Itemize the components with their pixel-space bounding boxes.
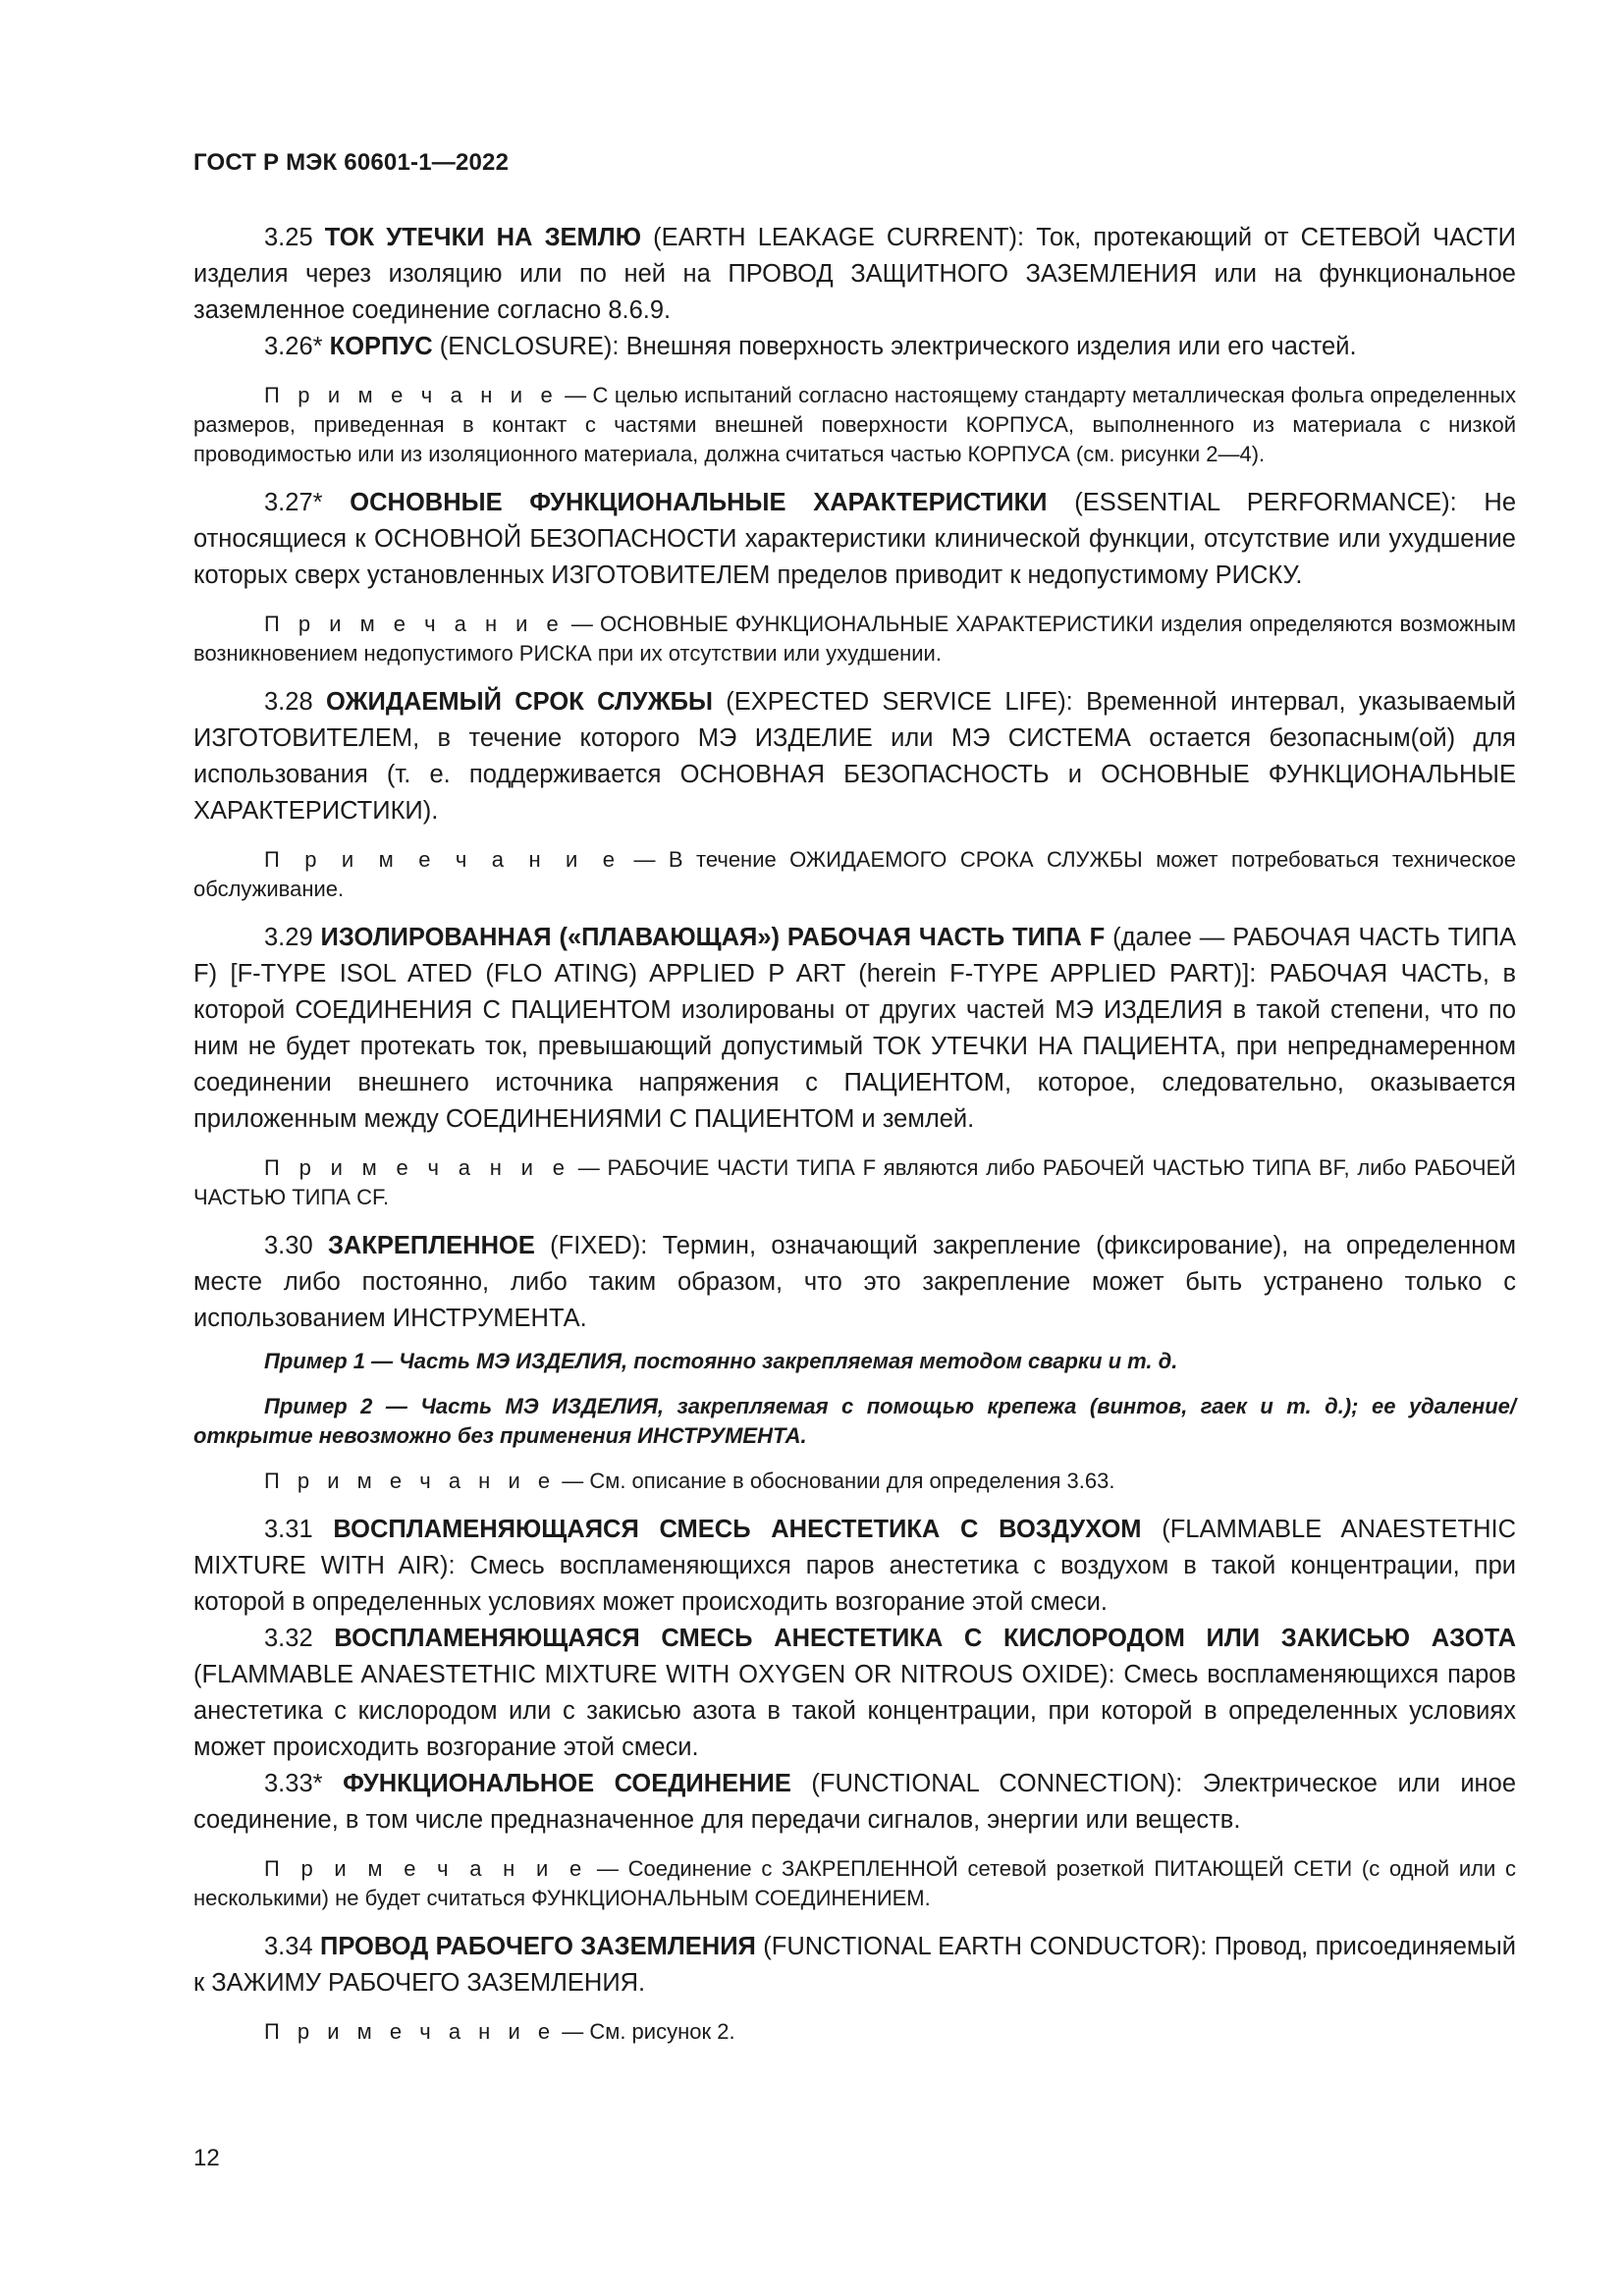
note-label: П р и м е ч а н и е	[264, 383, 559, 407]
note-text: — В течение ОЖИДАЕМОГО СРОКА СЛУЖБЫ может потребоваться техническое обслуживание.	[193, 847, 1516, 901]
term-title: ВОСПЛАМЕНЯЮЩАЯСЯ СМЕСЬ АНЕСТЕТИКА С КИСЛОРОДОМ ИЛИ ЗАКИСЬЮ АЗОТА	[334, 1625, 1516, 1652]
term-title: ОСНОВНЫЕ ФУНКЦИОНАЛЬНЫЕ ХАРАКТЕРИСТИКИ	[350, 489, 1048, 516]
note-label: П р и м е ч а н и е	[264, 1155, 570, 1180]
definition-3-30	[193, 1228, 1516, 1337]
definition-text: (FIXED): Термин, означающий закрепление (фиксирование), на определенном месте либо постоянно, либо таким образом, что это закрепление может быть устранено только с использованием ИНСТРУМЕНТА.	[193, 1232, 1516, 1332]
example-2: Пример 2 — Часть МЭ ИЗДЕЛИЯ, закрепляемая с помощью крепежа (винтов, гаек и т. д.); ее удаление/открытие невозможно без применения ИНСТРУМЕНТА.	[193, 1394, 1516, 1448]
term-title: ОЖИДАЕМЫЙ СРОК СЛУЖБЫ	[325, 688, 713, 716]
definition-3-28	[193, 684, 1516, 829]
note-text: — РАБОЧИЕ ЧАСТИ ТИПА F являются либо РАБОЧЕЙ ЧАСТЬЮ ТИПА BF, либо РАБОЧЕЙ ЧАСТЬЮ ТИПА CF.	[193, 1155, 1516, 1209]
note-label: П р и м е ч а н и е	[264, 612, 565, 636]
document-header: ГОСТ Р МЭК 60601-1—2022	[193, 149, 510, 176]
note-label: П р и м е ч а н и е	[264, 1468, 557, 1493]
example-1: Пример 1 — Часть МЭ ИЗДЕЛИЯ, постоянно закрепляемая методом сварки и т. д.	[264, 1349, 1178, 1373]
note-3-29	[193, 1153, 1516, 1212]
note-text: — См. описание в обосновании для определения 3.63.	[556, 1468, 1115, 1493]
clause-number: 3.29	[264, 924, 321, 951]
clause-number: 3.25	[264, 224, 325, 251]
term-title: КОРПУС	[329, 333, 433, 360]
note-label: П р и м е ч а н и е	[264, 1856, 588, 1881]
clause-number: 3.31	[264, 1516, 334, 1543]
clause-number: 3.32	[264, 1625, 335, 1652]
definition-text: (ENCLOSURE): Внешняя поверхность электрического изделия или его частей.	[432, 333, 1357, 360]
definition-3-32	[193, 1621, 1516, 1766]
note-3-30	[193, 1467, 1516, 1496]
clause-number: 3.34	[264, 1933, 321, 1960]
note-3-34	[193, 2017, 1516, 2047]
definition-3-34	[193, 1929, 1516, 2002]
note-3-33	[193, 1854, 1516, 1913]
note-3-28	[193, 845, 1516, 904]
definition-3-31	[193, 1512, 1516, 1621]
page-number: 12	[193, 2145, 220, 2171]
definition-text: (ESSENTIAL PERFORMANCE): Не относящиеся к ОСНОВНОЙ БЕЗОПАСНОСТИ характеристики клинической функции, отсутствие или ухудшение которых сверх установленных ИЗГОТОВИТЕЛЕМ пределов приводит к недопустимому РИСКУ.	[193, 489, 1517, 589]
definition-text: (FLAMMABLE ANAESTETHIC MIXTURE WITH OXYGEN OR NITROUS OXIDE): Смесь воспламеняющихся паров анестетика с кислородом или с закисью азота в такой концентрации, при которой в определенных условиях может происходить возгорание этой смеси.	[193, 1661, 1516, 1761]
definition-text: (далее — РАБОЧАЯ ЧАСТЬ ТИПА F) [F-TYPE ISOL ATED (FLO ATING) APPLIED P ART (herein F-TYPE APPLIED PART)]: РАБОЧАЯ ЧАСТЬ, в которой СОЕДИНЕНИЯ С ПАЦИЕНТОМ изолированы от других частей МЭ ИЗДЕЛИЯ в такой степени, что по ним не будет протекать ток, превышающий допустимый ТОК УТЕЧКИ НА ПАЦИЕНТА, при непреднамеренном соединении внешнего источника напряжения с ПАЦИЕНТОМ, которое, следовательно, оказывается приложенным между СОЕДИНЕНИЯМИ С ПАЦИЕНТОМ и землей.	[193, 924, 1516, 1133]
definition-text: (EXPECTED SERVICE LIFE): Временной интервал, указываемый ИЗГОТОВИТЕЛЕМ, в течение которого МЭ ИЗДЕЛИЕ или МЭ СИСТЕМА остается безопасным(ой) для использования (т. е. поддерживается ОСНОВНАЯ БЕЗОПАСНОСТЬ и ОСНОВНЫЕ ФУНКЦИОНАЛЬНЫЕ ХАРАКТЕРИСТИКИ).	[193, 688, 1516, 825]
term-title: ВОСПЛАМЕНЯЮЩАЯСЯ СМЕСЬ АНЕСТЕТИКА С ВОЗДУХОМ	[333, 1516, 1142, 1543]
clause-number: 3.30	[264, 1232, 328, 1259]
clause-number: 3.26*	[264, 333, 330, 360]
definition-text: (FUNCTIONAL EARTH CONDUCTOR): Провод, присоединяемый к ЗАЖИМУ РАБОЧЕГО ЗАЗЕМЛЕНИЯ.	[193, 1933, 1516, 1997]
definition-3-33	[193, 1766, 1516, 1839]
definition-text: (FLAMMABLE ANAESTETHIC MIXTURE WITH AIR): Смесь воспламеняющихся паров анестетика с воздухом в такой концентрации, при которой в определенных условиях может происходить возгорание этой смеси.	[193, 1516, 1516, 1616]
definition-3-25	[193, 220, 1516, 329]
note-text: — См. рисунок 2.	[556, 2019, 735, 2044]
document-body	[193, 220, 1516, 2062]
definition-3-27	[193, 485, 1516, 594]
term-title: ИЗОЛИРОВАННАЯ («ПЛАВАЮЩАЯ») РАБОЧАЯ ЧАСТЬ ТИПА F	[320, 924, 1106, 951]
note-label: П р и м е ч а н и е	[264, 847, 622, 872]
note-3-27	[193, 610, 1516, 668]
definition-text: (EARTH LEAKAGE CURRENT): Ток, протекающий от СЕТЕВОЙ ЧАСТИ изделия через изоляцию или по ней на ПРОВОД ЗАЩИТНОГО ЗАЗЕМЛЕНИЯ или на функциональное заземленное соединение согласно 8.6.9.	[193, 224, 1516, 324]
note-3-26	[193, 381, 1516, 469]
note-text: — С целью испытаний согласно настоящему стандарту металлическая фольга определенных размеров, приведенная в контакт с частями внешней поверхности КОРПУСА, выполненного из материала с низкой проводимостью или из изоляционного материала, должна считаться частью КОРПУСА (см. рисунки 2—4).	[193, 383, 1516, 466]
term-title: ПРОВОД РАБОЧЕГО ЗАЗЕМЛЕНИЯ	[320, 1933, 756, 1960]
term-title: ФУНКЦИОНАЛЬНОЕ СОЕДИНЕНИЕ	[343, 1770, 791, 1797]
note-text: — ОСНОВНЫЕ ФУНКЦИОНАЛЬНЫЕ ХАРАКТЕРИСТИКИ изделия определяются возможным возникновением недопустимого РИСКА при их отсутствии или ухудшении.	[193, 612, 1516, 666]
term-title: ТОК УТЕЧКИ НА ЗЕМЛЮ	[324, 224, 641, 251]
clause-number: 3.33*	[264, 1770, 344, 1797]
definition-text: (FUNCTIONAL CONNECTION): Электрическое или иное соединение, в том числе предназначенное для передачи сигналов, энергии или веществ.	[193, 1770, 1517, 1834]
term-title: ЗАКРЕПЛЕННОЕ	[327, 1232, 535, 1259]
definition-3-26	[193, 329, 1516, 365]
definition-3-29	[193, 920, 1516, 1138]
note-text: — Соединение с ЗАКРЕПЛЕННОЙ сетевой розеткой ПИТАЮЩЕЙ СЕТИ (с одной или с несколькими) не будет считаться ФУНКЦИОНАЛЬНЫМ СОЕДИНЕНИЕМ.	[193, 1856, 1516, 1910]
clause-number: 3.27*	[264, 489, 351, 516]
note-label: П р и м е ч а н и е	[264, 2019, 557, 2044]
clause-number: 3.28	[264, 688, 326, 716]
